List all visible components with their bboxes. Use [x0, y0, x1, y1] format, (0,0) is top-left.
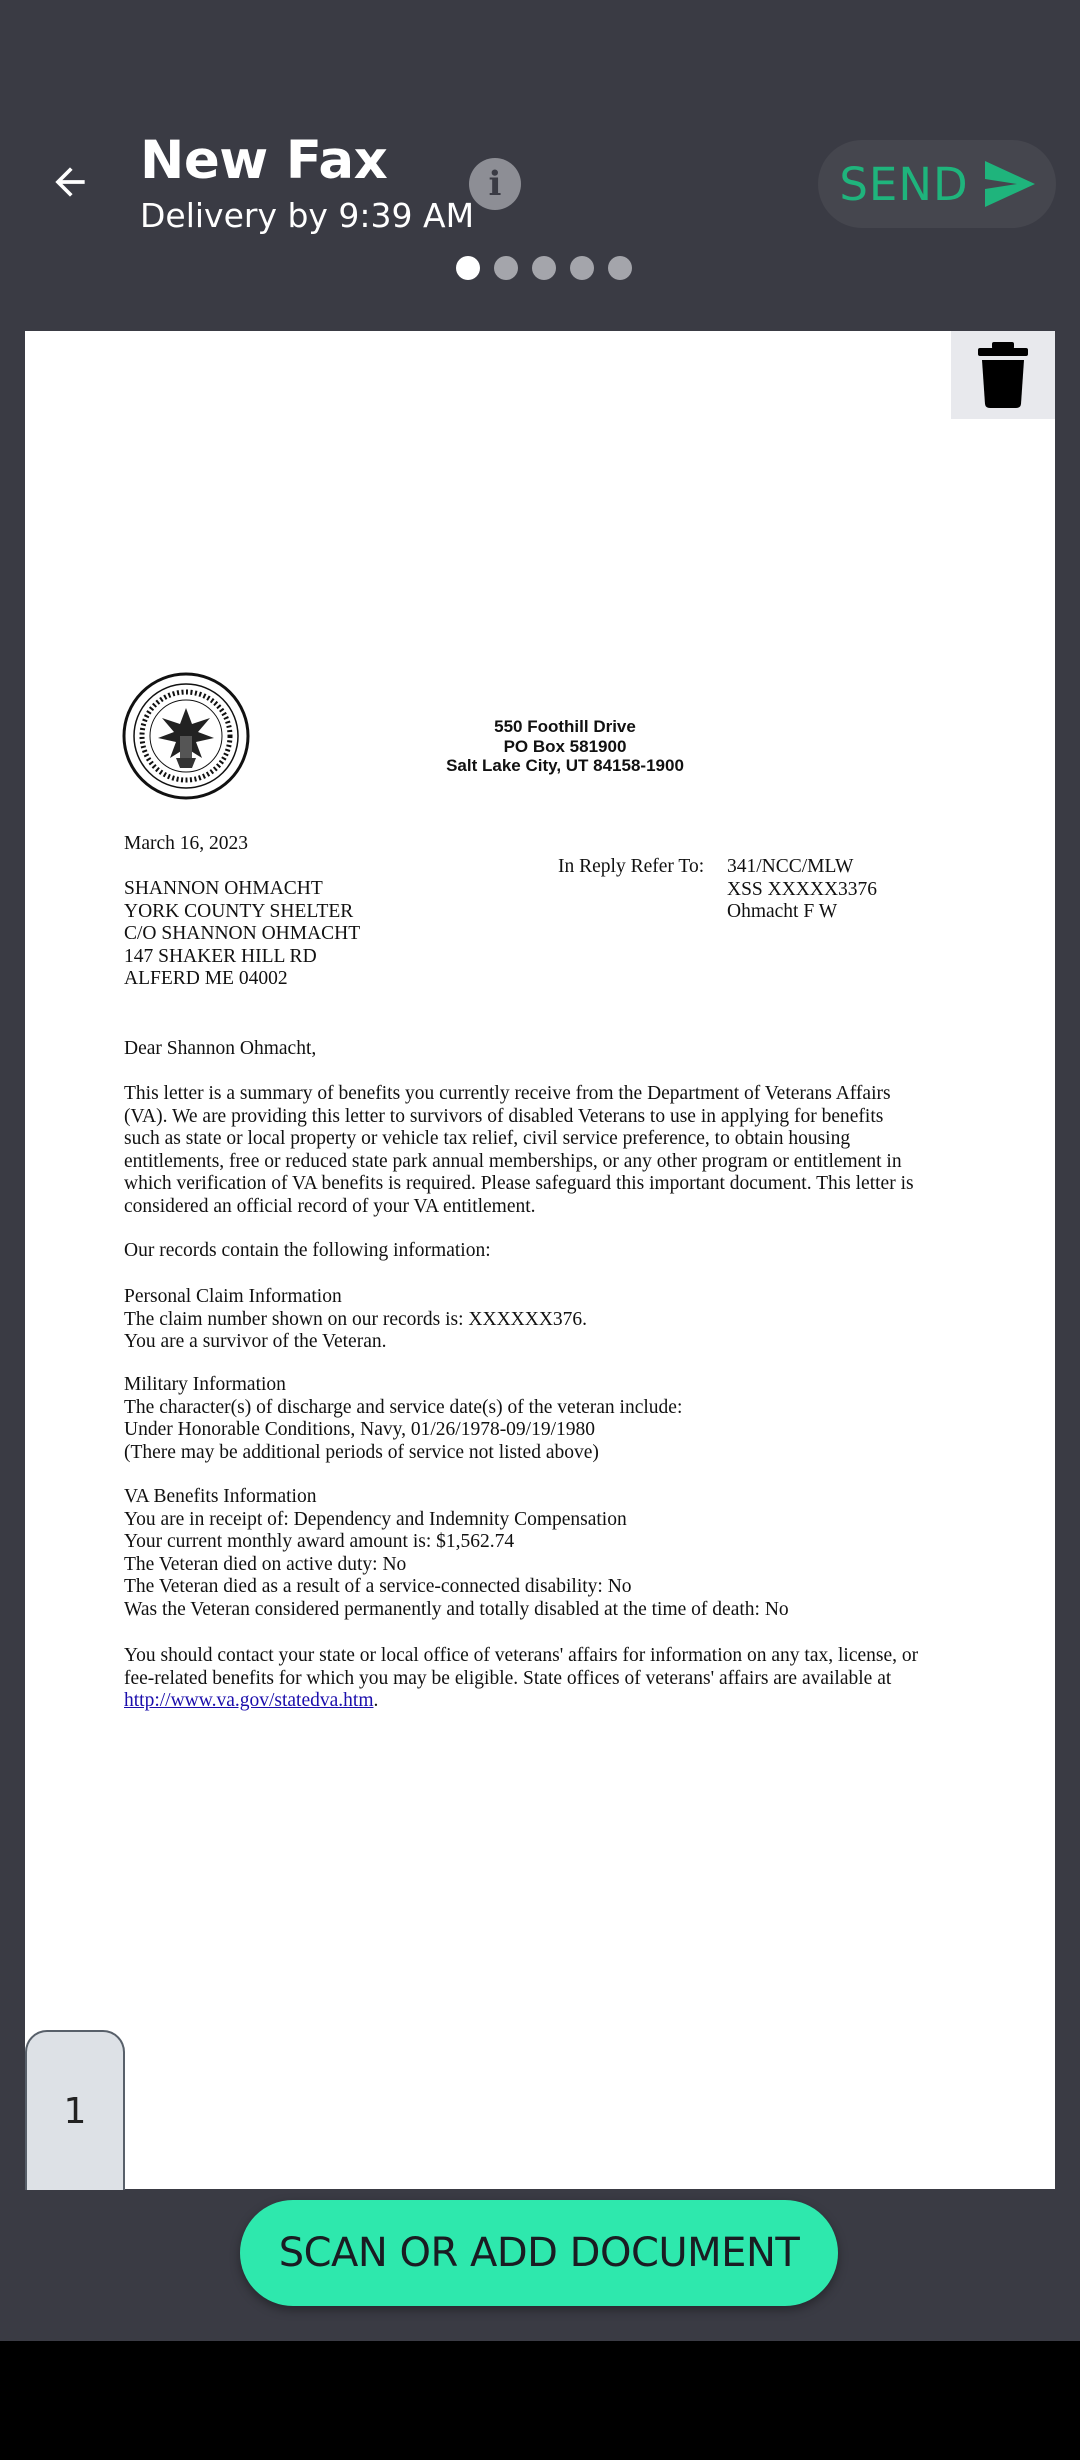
page-number: 1	[63, 2090, 87, 2132]
paragraph-line: This letter is a summary of benefits you currently receive from the Department of Veterans Affairs	[124, 1083, 891, 1104]
records-intro: Our records contain the following information:	[124, 1240, 491, 1261]
section-line: The Veteran died on active duty: No	[124, 1553, 407, 1575]
system-navigation-bar	[0, 2341, 1080, 2460]
reply-line: Ohmacht F W	[727, 901, 838, 922]
back-button[interactable]	[36, 148, 104, 216]
paragraph-line: (VA). We are providing this letter to survivors of disabled Veterans to use in applying for benefits	[124, 1105, 884, 1127]
section-line: You are a survivor of the Veteran.	[124, 1331, 387, 1352]
reply-line: XSS XXXXX3376	[727, 878, 878, 900]
section-heading: Personal Claim Information	[124, 1286, 342, 1307]
recipient-line: SHANNON OHMACHT	[124, 878, 323, 899]
recipient-line: C/O SHANNON OHMACHT	[124, 923, 361, 944]
reply-label: In Reply Refer To:	[558, 856, 705, 877]
send-button[interactable]	[818, 140, 1056, 228]
page-thumbnail-tab[interactable]	[25, 2030, 125, 2190]
delivery-time: Delivery by 9:39 AM	[140, 196, 475, 235]
benefits-section	[124, 1486, 789, 1621]
delete-page-button[interactable]	[951, 331, 1055, 419]
paragraph-line	[124, 1690, 984, 1713]
claim-section	[124, 1286, 587, 1354]
section-heading: Military Information	[124, 1374, 286, 1395]
address-line: 550 Foothill Drive	[494, 717, 636, 736]
paragraph-line: fee-related benefits for which you may be eligible. State offices of veterans' affairs are available at	[124, 1667, 892, 1689]
reply-line: 341/NCC/MLW	[727, 856, 854, 877]
info-icon: i	[488, 164, 502, 204]
address-line: Salt Lake City, UT 84158-1900	[446, 756, 684, 775]
paragraph-line: which verification of VA benefits is required. Please safeguard this important document. This letter is	[124, 1173, 914, 1194]
section-line: (There may be additional periods of service not listed above)	[124, 1441, 599, 1463]
recipient-address	[124, 878, 360, 991]
recipient-line: 147 SHAKER HILL RD	[124, 945, 317, 967]
va-link[interactable]: http://www.va.gov/statedva.htm	[124, 1690, 374, 1711]
salutation: Dear Shannon Ohmacht,	[124, 1038, 317, 1059]
recipient-line: YORK COUNTY SHELTER	[124, 900, 354, 922]
page-dot[interactable]	[608, 256, 632, 280]
section-heading: VA Benefits Information	[124, 1486, 317, 1507]
page-dot[interactable]	[456, 256, 480, 280]
letter-date: March 16, 2023	[124, 833, 249, 854]
scan-button-label: SCAN OR ADD DOCUMENT	[278, 2230, 800, 2276]
section-line: The character(s) of discharge and service date(s) of the veteran include:	[124, 1396, 683, 1418]
reply-reference	[727, 856, 877, 924]
page-title: New Fax	[140, 130, 388, 191]
recipient-line: ALFERD ME 04002	[124, 968, 288, 989]
scan-or-add-document-button[interactable]	[240, 2200, 838, 2306]
page-indicator	[456, 256, 632, 280]
document-preview	[25, 331, 1055, 2189]
section-line: You are in receipt of: Dependency and Indemnity Compensation	[124, 1508, 627, 1530]
page-dot[interactable]	[494, 256, 518, 280]
section-line: The claim number shown on our records is: XXXXXX376.	[124, 1308, 588, 1330]
paragraph-line: such as state or local property or vehicle tax relief, civil service preference, to obtain housing	[124, 1128, 851, 1149]
section-line: Under Honorable Conditions, Navy, 01/26/1978-09/19/1980	[124, 1419, 596, 1440]
paragraph-line: You should contact your state or local office of veterans' affairs for information on any tax, license, or	[124, 1645, 919, 1666]
intro-paragraph	[124, 1083, 984, 1218]
section-line: The Veteran died as a result of a service-connected disability: No	[124, 1576, 632, 1597]
sender-address	[415, 717, 715, 776]
trash-icon	[978, 342, 1028, 408]
link-tail: .	[373, 1690, 379, 1711]
paragraph-line: entitlements, free or reduced state park annual memberships, or any other program or entitlement in	[124, 1150, 902, 1172]
page-dot[interactable]	[532, 256, 556, 280]
va-seal-logo	[122, 672, 250, 800]
arrow-back-icon	[48, 160, 92, 204]
military-section	[124, 1374, 682, 1464]
send-label: SEND	[839, 157, 969, 211]
section-line: Was the Veteran considered permanently and totally disabled at the time of death: No	[124, 1598, 789, 1620]
info-button[interactable]	[469, 158, 521, 210]
section-line: Your current monthly award amount is: $1,562.74	[124, 1531, 515, 1552]
address-line: PO Box 581900	[503, 736, 627, 756]
page-dot[interactable]	[570, 256, 594, 280]
paragraph-line: considered an official record of your VA entitlement.	[124, 1195, 536, 1217]
contact-paragraph	[124, 1645, 984, 1713]
send-icon	[983, 161, 1035, 207]
